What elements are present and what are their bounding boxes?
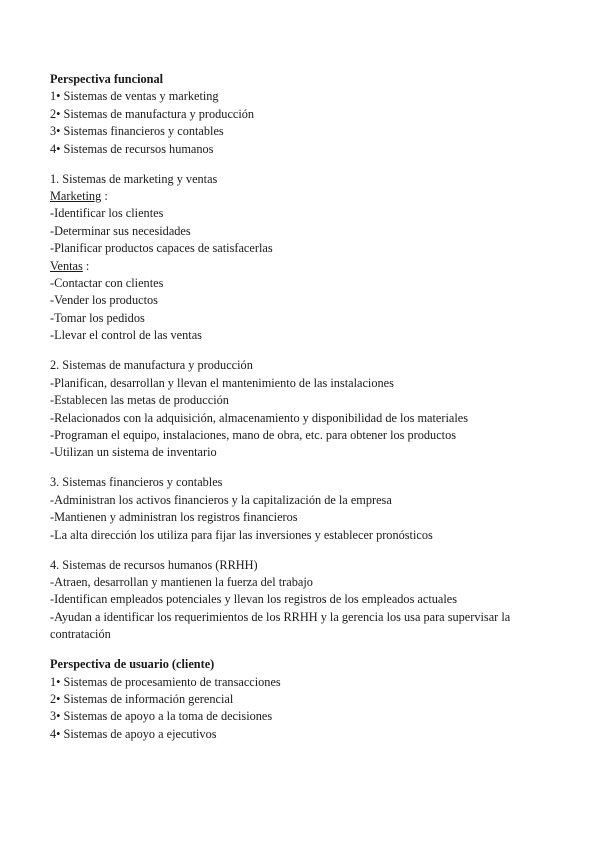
usuario-list-item: 2• Sistemas de información gerencial	[50, 691, 234, 706]
manufactura-item: -Relacionados con la adquisición, almacenamiento y disponibilidad de los materiales	[50, 410, 468, 425]
functional-list-item: 4• Sistemas de recursos humanos	[50, 141, 214, 156]
ventas-subheading	[50, 258, 550, 275]
ventas-item: -Contactar con clientes	[50, 276, 164, 291]
financieros-item: -Mantienen y administran los registros financieros	[50, 510, 298, 525]
spacer	[50, 544, 550, 557]
marketing-subheading	[50, 188, 550, 205]
functional-list-item: 1• Sistemas de ventas y marketing	[50, 89, 219, 104]
marketing-item: -Determinar sus necesidades	[50, 223, 191, 238]
manufactura-item: -Planifican, desarrollan y llevan el mantenimiento de las instalaciones	[50, 375, 394, 390]
usuario-list-item: 4• Sistemas de apoyo a ejecutivos	[50, 726, 217, 741]
functional-list-item: 2• Sistemas de manufactura y producción	[50, 106, 255, 121]
marketing-item: -Planificar productos capaces de satisfacerlas	[50, 241, 273, 256]
ventas-item: -Tomar los pedidos	[50, 310, 145, 325]
financieros-item: -La alta dirección los utiliza para fijar las inversiones y establecer pronósticos	[50, 527, 433, 542]
spacer	[50, 345, 550, 358]
usuario-list-item: 1• Sistemas de procesamiento de transacciones	[50, 674, 281, 689]
usuario-heading: Perspectiva de usuario (cliente)	[50, 657, 215, 672]
document-content	[50, 71, 550, 743]
functional-list-item: 3• Sistemas financieros y contables	[50, 124, 224, 139]
spacer	[50, 158, 550, 171]
rrhh-item: -Identifican empleados potenciales y llevan los registros de los empleados actuales	[50, 592, 458, 607]
ventas-item: -Vender los productos	[50, 293, 158, 308]
rrhh-section-title: 4. Sistemas de recursos humanos (RRHH)	[50, 557, 258, 572]
manufactura-item: -Programan el equipo, instalaciones, mano de obra, etc. para obtener los productos	[50, 427, 457, 442]
marketing-item: -Identificar los clientes	[50, 206, 164, 221]
marketing-section-title: 1. Sistemas de marketing y ventas	[50, 171, 218, 186]
manufactura-section-title: 2. Sistemas de manufactura y producción	[50, 358, 253, 373]
manufactura-item: -Establecen las metas de producción	[50, 393, 229, 408]
ventas-colon: :	[85, 258, 90, 273]
spacer	[50, 462, 550, 475]
rrhh-item: -Ayudan a identificar los requerimientos de los RRHH y la gerencia los usa para supervisar la contratación	[50, 609, 511, 642]
ventas-item: -Llevar el control de las ventas	[50, 328, 202, 343]
financieros-section-title: 3. Sistemas financieros y contables	[50, 475, 223, 490]
functional-heading: Perspectiva funcional	[50, 72, 164, 86]
financieros-item: -Administran los activos financieros y la capitalización de la empresa	[50, 492, 392, 507]
marketing-colon: :	[104, 189, 108, 204]
rrhh-item: -Atraen, desarrollan y mantienen la fuerza del trabajo	[50, 574, 313, 589]
spacer	[50, 644, 550, 657]
ventas-label: Ventas	[50, 258, 83, 273]
marketing-label: Marketing	[50, 189, 102, 204]
usuario-list-item: 3• Sistemas de apoyo a la toma de decisiones	[50, 709, 273, 724]
manufactura-item: -Utilizan un sistema de inventario	[50, 445, 217, 460]
